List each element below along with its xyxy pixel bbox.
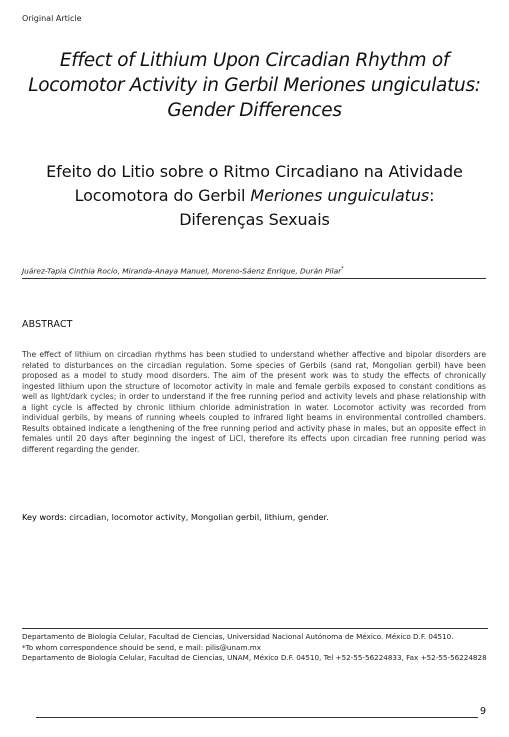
keywords-label: Key words bbox=[22, 512, 64, 522]
title-portuguese bbox=[20, 160, 489, 232]
title-portuguese-line-2 bbox=[20, 184, 489, 208]
author-divider bbox=[22, 278, 486, 279]
title-portuguese-species: Meriones unguiculatus bbox=[250, 186, 430, 205]
title-english-line-1: Effect of Lithium Upon Circadian Rhythm of bbox=[59, 50, 450, 71]
footnote-correspondence: *To whom correspondence should be send, e mail: pilis@unam.mx bbox=[22, 642, 261, 652]
footer-divider bbox=[36, 717, 478, 718]
title-portuguese-line-2-prefix: Locomotora do Gerbil bbox=[74, 186, 251, 205]
author-names: Juárez-Tapia Cinthia Rocío, Miranda-Anaya Manuel, Moreno-Sáenz Enrique, Durán Pilar bbox=[22, 266, 342, 276]
keywords bbox=[22, 512, 329, 522]
keywords-text: : circadian, locomotor activity, Mongolian gerbil, lithium, gender. bbox=[63, 512, 329, 522]
title-english bbox=[20, 48, 489, 123]
title-portuguese-line-3: Diferenças Sexuais bbox=[179, 210, 330, 229]
corresponding-author-marker: * bbox=[341, 266, 344, 272]
footnotes bbox=[22, 628, 488, 664]
abstract-heading: ABSTRACT bbox=[22, 319, 73, 330]
page-number: 9 bbox=[480, 706, 487, 717]
footnote-affiliation-2: Departamento de Biología Celular, Facultad de Ciencias, UNAM, México D.F. 04510, Tel +52-55-56224833, Fax +52-55-56224828 bbox=[22, 653, 487, 663]
title-english-line-3: Gender Differences bbox=[167, 100, 342, 121]
title-portuguese-line-1: Efeito do Litio sobre o Ritmo Circadiano na Atividade bbox=[46, 162, 463, 181]
article-type-label: Original Article bbox=[22, 14, 82, 23]
author-list bbox=[22, 266, 344, 275]
title-english-line-2: Locomotor Activity in Gerbil Meriones ungiculatus: bbox=[28, 75, 481, 96]
footnote-affiliation-1: Departamento de Biología Celular, Facultad de Ciencias, Universidad Nacional Autónoma de México. México D.F. 04510. bbox=[22, 632, 454, 641]
abstract-body: The effect of lithium on circadian rhythms has been studied to understand whether affective and bipolar disorders are related to disturbances on the circadian regulation. Some species of Gerbils (sand rat, Mongolian gerbil) have been proposed as a model to study mood disorders. The aim of the present work was to study the effects of chronically ingested lithium upon the structure of locomotor activity in male and female gerbils exposed to constant conditions as well as light/dark cycles; in order to understand if the free running period and activity levels and phase relationship with a light cycle is affected by chronic lithium chloride administration in water. Locomotor activity was recorded from individual gerbils, by means of running wheels coupled to infrared light beams in environmental controlled chambers. Results obtained indicate a lengthening of the free running period and activity phase in males, but an opposite effect in females until 20 days after beginning the ingest of LiCl, therefore its effects upon circadian free running period was different regarding the gender. bbox=[22, 350, 486, 454]
title-portuguese-line-2-suffix: : bbox=[429, 186, 435, 205]
